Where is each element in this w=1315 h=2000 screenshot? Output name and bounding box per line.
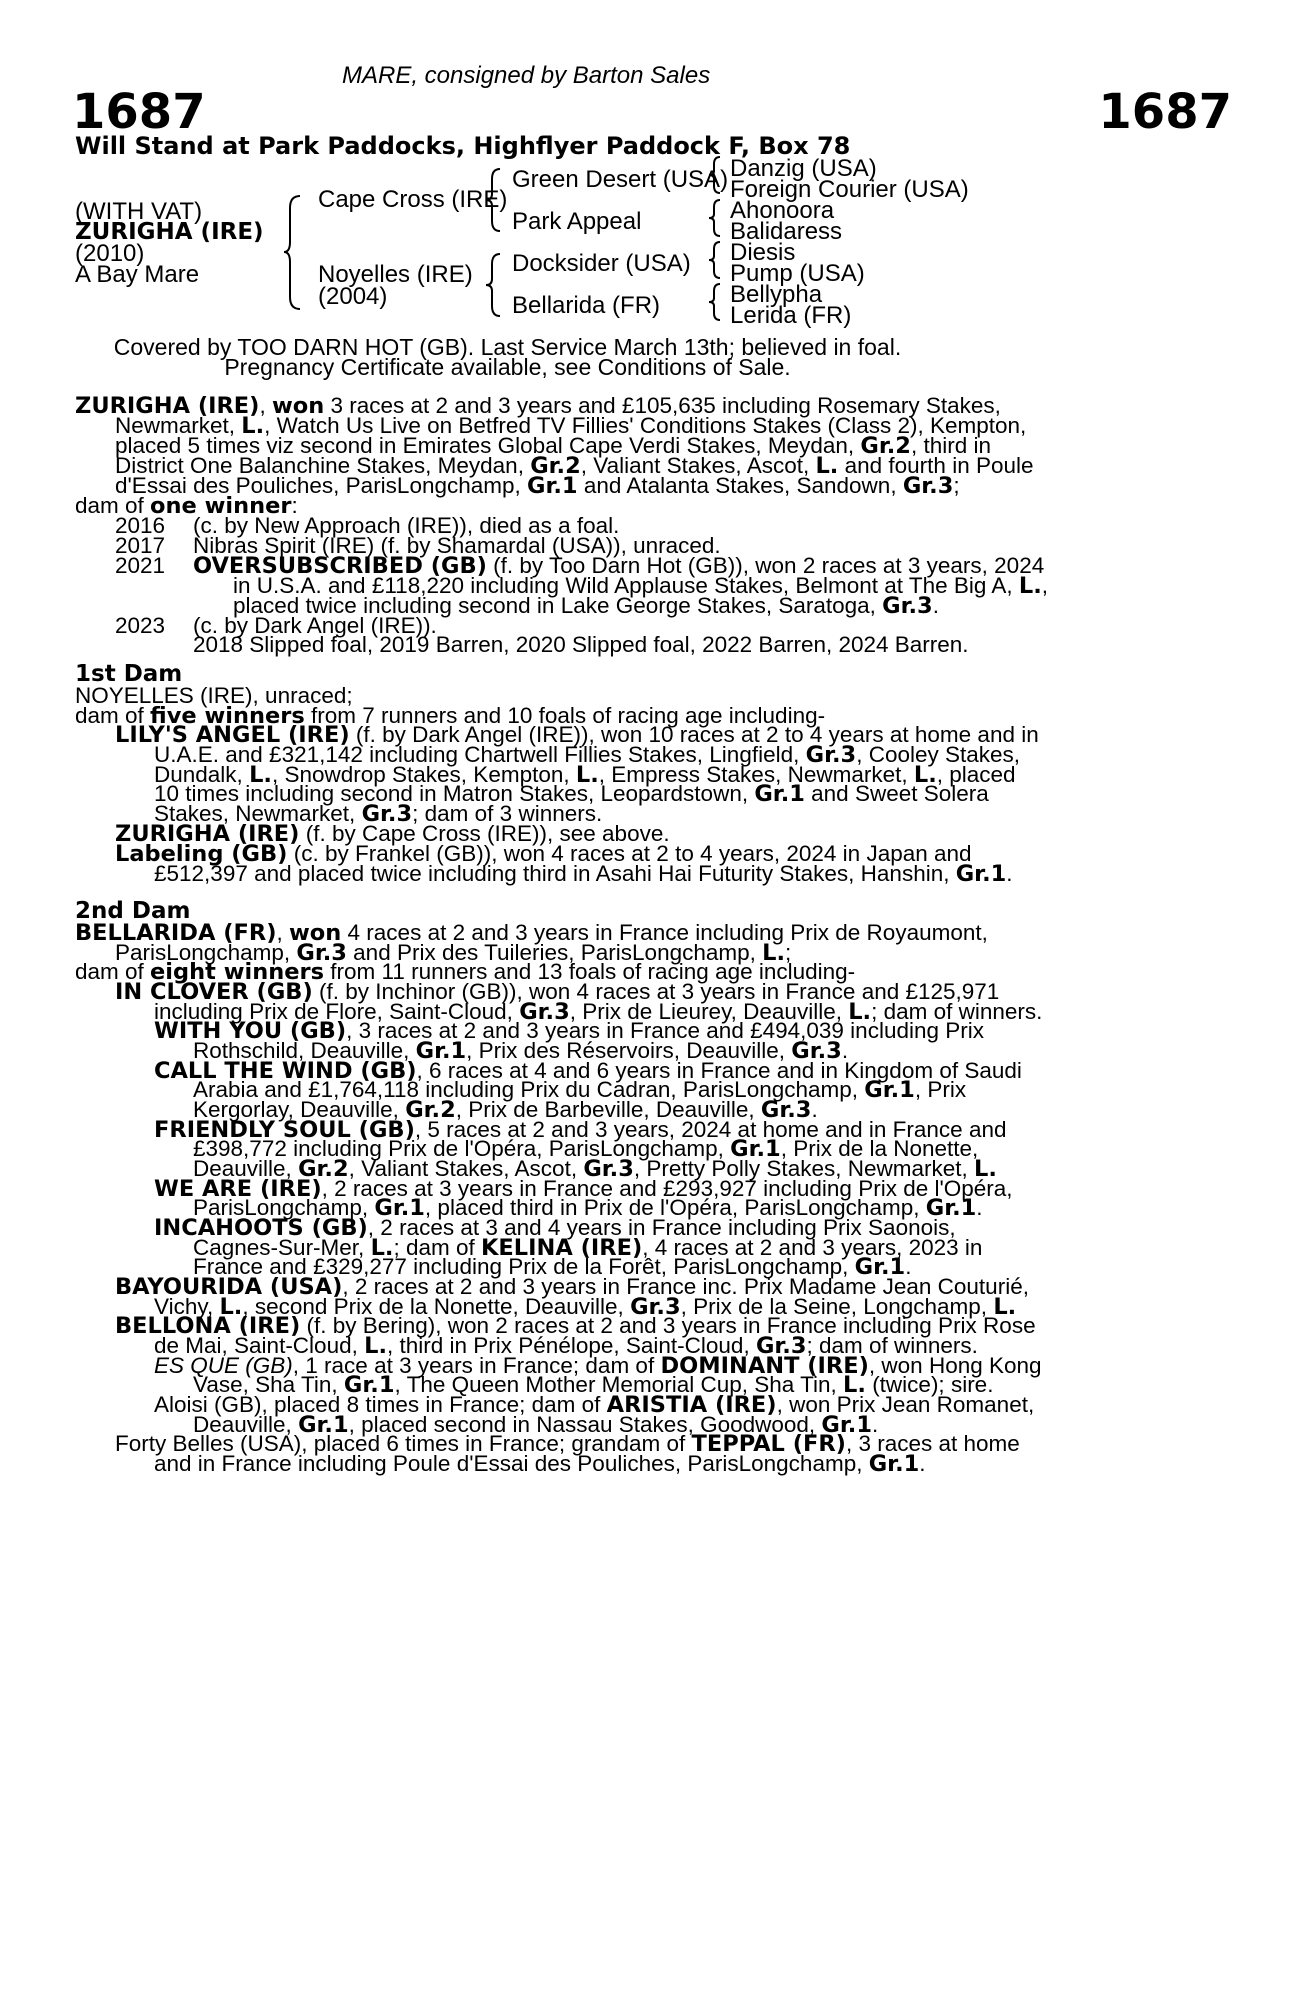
grandsire-2: Docksider (USA) [512,250,691,277]
ggparent-6: Pump (USA) [730,260,865,287]
body-line: including Prix de Flore, Saint-Cloud, Gr.3, Prix de Lieurey, Deauville, L.; dam of winners. [154,999,1043,1025]
body-line: OVERSUBSCRIBED (GB) (f. by Too Darn Hot (GB)), won 2 races at 3 years, 2024 [193,553,1045,579]
body-line: CALL THE WIND (GB), 6 races at 4 and 6 years in France and in Kingdom of Saudi [154,1058,1022,1084]
ggparent-5: Diesis [730,239,796,266]
body-line: Vase, Sha Tin, Gr.1, The Queen Mother Memorial Cup, Sha Tin, L. (twice); sire. [193,1372,994,1398]
produce-year: 2016 [115,513,166,538]
sire-brace [484,165,510,235]
body-line: INCAHOOTS (GB), 2 races at 3 and 4 years in France including Prix Saonois, [154,1215,956,1241]
body-line: BELLARIDA (FR), won 4 races at 2 and 3 years in France including Prix de Royaumont, [75,920,988,946]
body-line: ParisLongchamp, Gr.3 and Prix des Tuileries, ParisLongchamp, L.; [115,940,792,966]
body-line: WE ARE (IRE), 2 races at 3 years in France and £293,927 including Prix de l'Opéra, [154,1176,1013,1202]
body-line: 2018 Slipped foal, 2019 Barren, 2020 Slipped foal, 2022 Barren, 2024 Barren. [193,632,969,657]
body-line: dam of eight winners from 11 runners and 13 foals of racing age including- [75,959,856,985]
body-line: FRIENDLY SOUL (GB), 5 races at 2 and 3 years, 2024 at home and in France and [154,1117,1007,1143]
body-line: Cagnes-Sur-Mer, L.; dam of KELINA (IRE), 4 races at 2 and 3 years, 2023 in [193,1235,983,1261]
ggparent-1: Danzig (USA) [730,155,877,182]
body-line: Labeling (GB) (c. by Frankel (GB)), won 4 races at 2 to 4 years, 2024 in Japan and [115,841,972,867]
body-line: U.A.E. and £321,142 including Chartwell Fillies Stakes, Lingfield, Gr.3, Cooley Stakes, [154,742,1021,768]
body-line: (c. by New Approach (IRE)), died as a foal. [193,513,620,538]
horse-name: ZURIGHA (IRE) [75,219,264,245]
body-line: Nibras Spirit (IRE) (f. by Shamardal (USA)), unraced. [193,533,721,558]
body-line: in U.S.A. and £118,220 including Wild Applause Stakes, Belmont at The Big A, L., [233,573,1049,599]
body-line: placed twice including second in Lake George Stakes, Saratoga, Gr.3. [233,593,939,619]
brace-g3 [706,239,728,281]
stand-info: Will Stand at Park Paddocks, Highflyer Paddock F, Box 78 [75,132,851,160]
lot-number-left: 1687 [72,84,206,140]
body-line: dam of five winners from 7 runners and 10 foals of racing age including- [75,703,826,729]
dam-year: (2004) [318,283,388,310]
body-line: Vichy, L., second Prix de la Nonette, Deauville, Gr.3, Prix de la Seine, Longchamp, L. [154,1294,1017,1320]
dam: Noyelles (IRE) [318,261,473,288]
ggparent-4: Balidaress [730,218,843,245]
horse-description: A Bay Mare [75,261,200,288]
produce-year: 2023 [115,613,166,638]
granddam-2: Bellarida (FR) [512,292,661,319]
covering-line-1: Covered by TOO DARN HOT (GB). Last Service March 13th; believed in foal. [113,334,902,360]
brace-g4 [706,281,728,323]
body-line: BELLONA (IRE) (f. by Bering), won 2 races at 2 and 3 years in France including Prix Rose [115,1313,1036,1339]
body-line: d'Essai des Pouliches, ParisLongchamp, Gr.1 and Atalanta Stakes, Sandown, Gr.3; [115,473,960,499]
ggparent-3: Ahonoora [730,197,835,224]
body-line: ZURIGHA (IRE) (f. by Cape Cross (IRE)), see above. [115,821,670,847]
brace-g1 [706,154,728,196]
ggparent-8: Lerida (FR) [730,302,852,329]
body-line: (c. by Dark Angel (IRE)). [193,613,437,638]
body-line: Forty Belles (USA), placed 6 times in France; grandam of TEPPAL (FR), 3 races at home [115,1431,1020,1457]
body-line: Rothschild, Deauville, Gr.1, Prix des Réservoirs, Deauville, Gr.3. [193,1038,849,1064]
grandsire-1: Green Desert (USA) [512,166,729,193]
lot-number-right: 1687 [1098,84,1232,140]
body-line: Aloisi (GB), placed 8 times in France; dam of ARISTIA (IRE), won Prix Jean Romanet, [154,1392,1035,1418]
body-line: Arabia and £1,764,118 including Prix du Cadran, ParisLongchamp, Gr.1, Prix [193,1077,967,1103]
body-line: Stakes, Newmarket, Gr.3; dam of 3 winners. [154,801,603,827]
dam-brace [484,250,510,320]
ggparent-7: Bellypha [730,281,823,308]
body-line: placed 5 times viz second in Emirates Global Cape Verdi Stakes, Meydan, Gr.2, third in [115,433,991,459]
body-line: IN CLOVER (GB) (f. by Inchinor (GB)), won 4 races at 3 years in France and £125,971 [115,979,1000,1005]
body-line: £512,397 and placed twice including third in Asahi Hai Futurity Stakes, Hanshin, Gr.1. [154,861,1013,887]
body-line: ParisLongchamp, Gr.1, placed third in Prix de l'Opéra, ParisLongchamp, Gr.1. [193,1195,983,1221]
body-line: Newmarket, L., Watch Us Live on Betfred TV Fillies' Conditions Stakes (Class 2), Kempton, [115,413,1027,439]
body-line: Deauville, Gr.2, Valiant Stakes, Ascot, Gr.3, Pretty Polly Stakes, Newmarket, L. [193,1156,997,1182]
body-line: dam of one winner: [75,493,298,519]
brace-g2 [706,197,728,239]
body-line: Dundalk, L., Snowdrop Stakes, Kempton, L., Empress Stakes, Newmarket, L., placed [154,762,1016,788]
body-line: ZURIGHA (IRE), won 3 races at 2 and 3 years and £105,635 including Rosemary Stakes, [75,393,1001,419]
body-line: Kergorlay, Deauville, Gr.2, Prix de Barbeville, Deauville, Gr.3. [193,1097,818,1123]
body-line: ES QUE (GB), 1 race at 3 years in France; dam of DOMINANT (IRE), won Hong Kong [154,1353,1042,1379]
main-brace [282,190,312,315]
body-line: LILY'S ANGEL (IRE) (f. by Dark Angel (IRE)), won 10 races at 2 to 4 years at home and in [115,722,1039,748]
body-line: WITH YOU (GB), 3 races at 2 and 3 years in France and £494,039 including Prix [154,1018,984,1044]
covering-line-2: Pregnancy Certificate available, see Conditions of Sale. [224,354,791,380]
sire: Cape Cross (IRE) [318,186,508,213]
body-line: and in France including Poule d'Essai des Pouliches, ParisLongchamp, Gr.1. [154,1451,926,1477]
produce-year: 2021 [115,553,166,578]
body-line: de Mai, Saint-Cloud, L., third in Prix Pénélope, Saint-Cloud, Gr.3; dam of winners. [154,1333,978,1359]
foaling-year: (2010) [75,240,145,267]
section-heading-1st-dam: 1st Dam [75,661,183,687]
ggparent-2: Foreign Courier (USA) [730,176,969,203]
body-line: 10 times including second in Matron Stakes, Leopardstown, Gr.1 and Sweet Solera [154,781,989,807]
body-line: £398,772 including Prix de l'Opéra, ParisLongchamp, Gr.1, Prix de la Nonette, [193,1136,979,1162]
produce-year: 2017 [115,533,166,558]
body-line: Deauville, Gr.1, placed second in Nassau Stakes, Goodwood, Gr.1. [193,1412,879,1438]
granddam-1: Park Appeal [512,208,642,235]
body-line: France and £329,277 including Prix de la Forêt, ParisLongchamp, Gr.1. [193,1254,912,1280]
body-line: BAYOURIDA (USA), 2 races at 2 and 3 years in France inc. Prix Madame Jean Couturié, [115,1274,1029,1300]
consignor-line: MARE, consigned by Barton Sales [342,62,711,89]
body-line: NOYELLES (IRE), unraced; [75,683,353,708]
body-line: District One Balanchine Stakes, Meydan, Gr.2, Valiant Stakes, Ascot, L. and fourth in Poule [115,453,1034,479]
section-heading-2nd-dam: 2nd Dam [75,898,191,924]
vat-note: (WITH VAT) [75,198,203,225]
